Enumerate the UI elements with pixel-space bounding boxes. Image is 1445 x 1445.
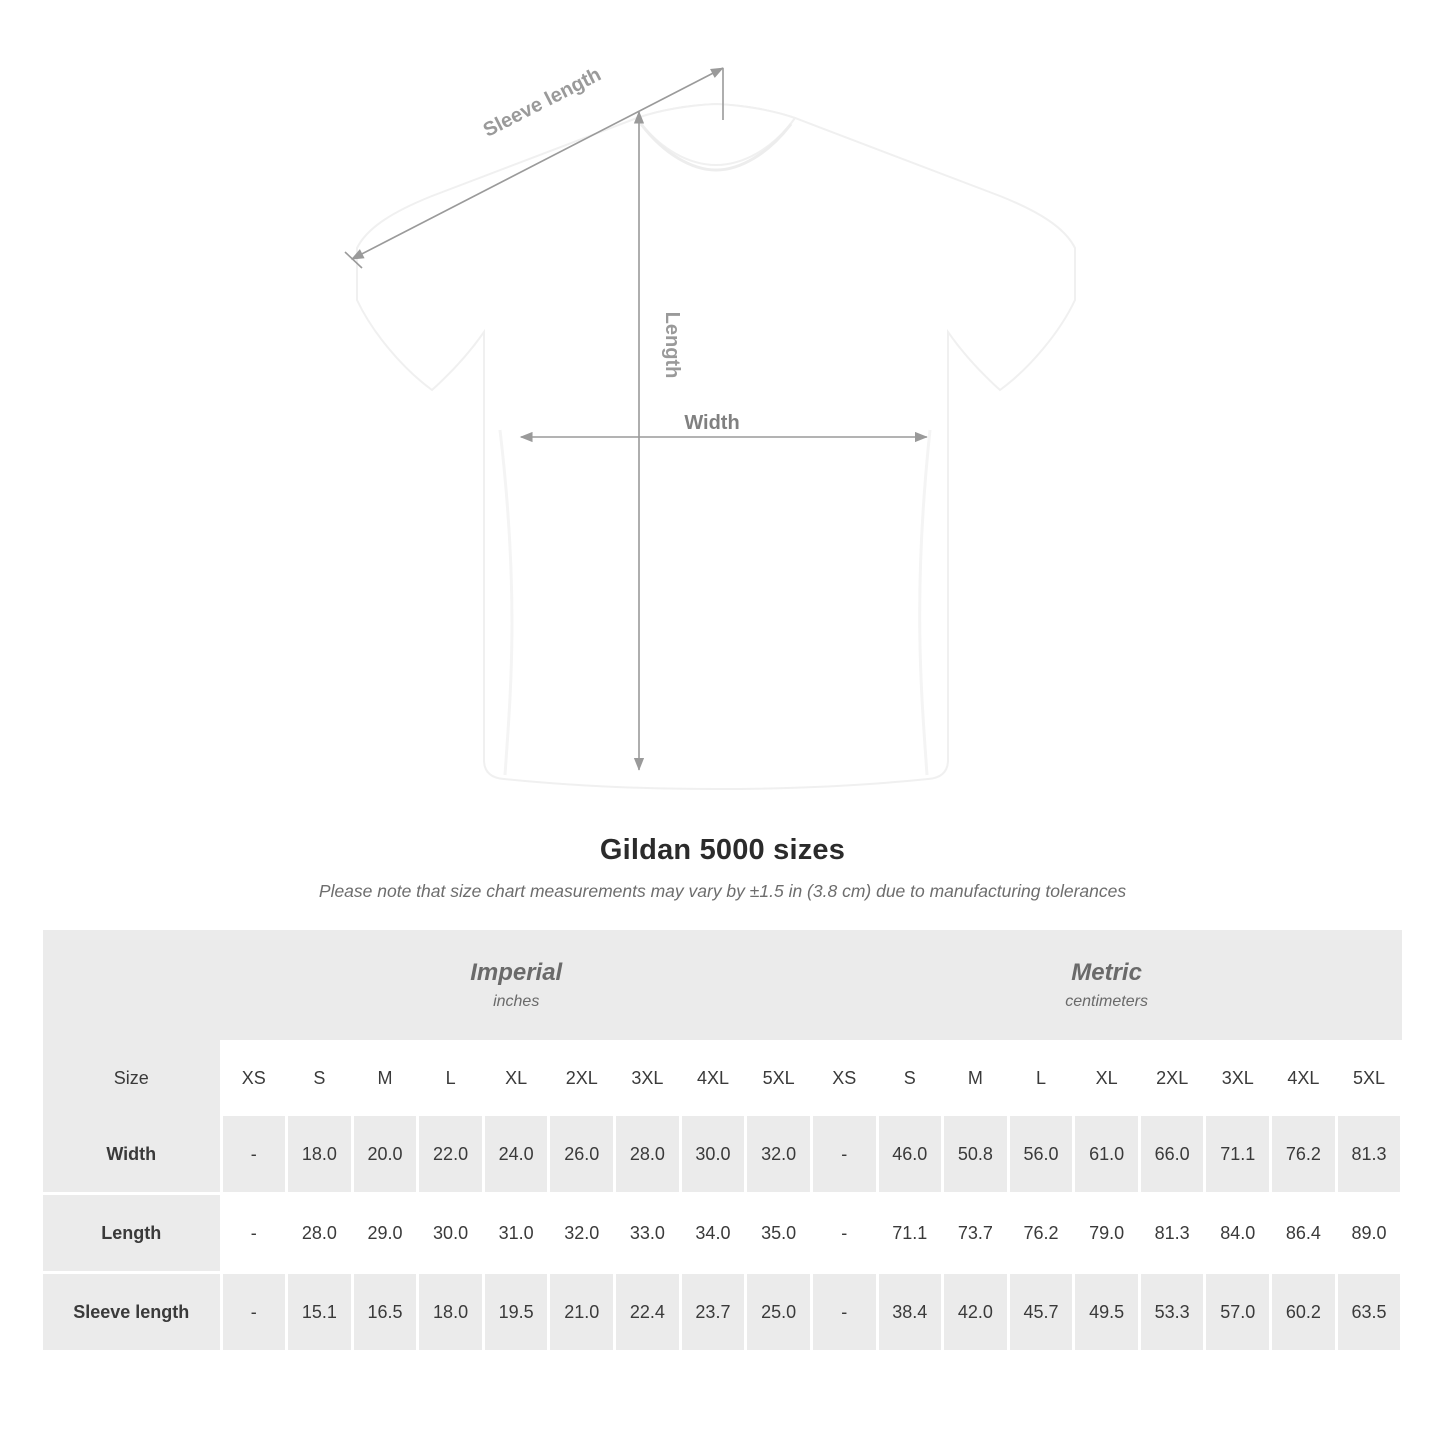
unit-metric-sub: centimeters bbox=[1065, 993, 1148, 1010]
cell-width-12: 56.0 bbox=[1008, 1116, 1074, 1194]
col-header-l-metric: L bbox=[1008, 1040, 1074, 1116]
col-header-xl-imperial: XL bbox=[483, 1040, 549, 1116]
cell-sleeve-9: - bbox=[811, 1273, 877, 1352]
cell-width-4: 24.0 bbox=[483, 1116, 549, 1194]
cell-sleeve-6: 22.4 bbox=[615, 1273, 681, 1352]
col-header-xs-metric: XS bbox=[811, 1040, 877, 1116]
cell-width-0: - bbox=[221, 1116, 287, 1194]
cell-sleeve-14: 53.3 bbox=[1139, 1273, 1205, 1352]
tshirt-silhouette bbox=[357, 104, 1075, 789]
unit-header-imperial bbox=[221, 930, 811, 1040]
col-header-xs-imperial: XS bbox=[221, 1040, 287, 1116]
cell-width-7: 30.0 bbox=[680, 1116, 746, 1194]
cell-sleeve-17: 63.5 bbox=[1336, 1273, 1402, 1352]
cell-width-10: 46.0 bbox=[877, 1116, 943, 1194]
cell-width-6: 28.0 bbox=[615, 1116, 681, 1194]
cell-width-16: 76.2 bbox=[1271, 1116, 1337, 1194]
unit-header-row bbox=[43, 930, 1402, 1040]
row-label-width: Width bbox=[43, 1116, 221, 1194]
page-title: Gildan 5000 sizes bbox=[599, 834, 846, 866]
cell-width-1: 18.0 bbox=[287, 1116, 353, 1194]
table-row bbox=[43, 1194, 1402, 1273]
cell-length-13: 79.0 bbox=[1074, 1194, 1140, 1273]
cell-length-16: 86.4 bbox=[1271, 1194, 1337, 1273]
col-header-5xl-imperial: 5XL bbox=[746, 1040, 812, 1116]
col-header-2xl-metric: 2XL bbox=[1139, 1040, 1205, 1116]
cell-width-14: 66.0 bbox=[1139, 1116, 1205, 1194]
table-row bbox=[43, 1116, 1402, 1194]
cell-sleeve-2: 16.5 bbox=[352, 1273, 418, 1352]
col-header-4xl-imperial: 4XL bbox=[680, 1040, 746, 1116]
cell-length-0: - bbox=[221, 1194, 287, 1273]
size-table-container bbox=[43, 930, 1402, 1353]
title-block bbox=[0, 834, 1445, 902]
cell-sleeve-4: 19.5 bbox=[483, 1273, 549, 1352]
unit-imperial-sub: inches bbox=[493, 993, 540, 1010]
cell-sleeve-0: - bbox=[221, 1273, 287, 1352]
cell-sleeve-15: 57.0 bbox=[1205, 1273, 1271, 1352]
unit-header-spacer bbox=[43, 930, 221, 1040]
col-header-l-imperial: L bbox=[418, 1040, 484, 1116]
cell-length-12: 76.2 bbox=[1008, 1194, 1074, 1273]
cell-length-11: 73.7 bbox=[943, 1194, 1009, 1273]
cell-width-3: 22.0 bbox=[418, 1116, 484, 1194]
cell-length-17: 89.0 bbox=[1336, 1194, 1402, 1273]
col-header-s-metric: S bbox=[877, 1040, 943, 1116]
cell-width-11: 50.8 bbox=[943, 1116, 1009, 1194]
cell-sleeve-13: 49.5 bbox=[1074, 1273, 1140, 1352]
cell-length-2: 29.0 bbox=[352, 1194, 418, 1273]
cell-sleeve-7: 23.7 bbox=[680, 1273, 746, 1352]
row-label-sleeve-length: Sleeve length bbox=[43, 1273, 221, 1352]
cell-length-15: 84.0 bbox=[1205, 1194, 1271, 1273]
cell-sleeve-11: 42.0 bbox=[943, 1273, 1009, 1352]
cell-length-14: 81.3 bbox=[1139, 1194, 1205, 1273]
cell-width-5: 26.0 bbox=[549, 1116, 615, 1194]
length-label: Length bbox=[661, 311, 683, 379]
cell-length-9: - bbox=[811, 1194, 877, 1273]
cell-width-8: 32.0 bbox=[746, 1116, 812, 1194]
cell-length-1: 28.0 bbox=[287, 1194, 353, 1273]
col-header-3xl-imperial: 3XL bbox=[615, 1040, 681, 1116]
cell-width-15: 71.1 bbox=[1205, 1116, 1271, 1194]
cell-length-8: 35.0 bbox=[746, 1194, 812, 1273]
cell-sleeve-16: 60.2 bbox=[1271, 1273, 1337, 1352]
cell-sleeve-5: 21.0 bbox=[549, 1273, 615, 1352]
cell-length-5: 32.0 bbox=[549, 1194, 615, 1273]
width-label: Width bbox=[684, 412, 740, 434]
cell-length-6: 33.0 bbox=[615, 1194, 681, 1273]
cell-length-10: 71.1 bbox=[877, 1194, 943, 1273]
col-header-4xl-metric: 4XL bbox=[1271, 1040, 1337, 1116]
unit-imperial-label: Imperial bbox=[470, 959, 563, 986]
col-header-xl-metric: XL bbox=[1074, 1040, 1140, 1116]
size-table bbox=[43, 930, 1403, 1353]
table-row bbox=[43, 1273, 1402, 1352]
col-header-m-imperial: M bbox=[352, 1040, 418, 1116]
col-header-3xl-metric: 3XL bbox=[1205, 1040, 1271, 1116]
col-header-5xl-metric: 5XL bbox=[1336, 1040, 1402, 1116]
col-header-m-metric: M bbox=[943, 1040, 1009, 1116]
cell-length-3: 30.0 bbox=[418, 1194, 484, 1273]
cell-sleeve-12: 45.7 bbox=[1008, 1273, 1074, 1352]
cell-sleeve-3: 18.0 bbox=[418, 1273, 484, 1352]
unit-header-metric bbox=[811, 930, 1401, 1040]
col-header-2xl-imperial: 2XL bbox=[549, 1040, 615, 1116]
row-label-length: Length bbox=[43, 1194, 221, 1273]
size-header-row bbox=[43, 1040, 1402, 1116]
cell-width-9: - bbox=[811, 1116, 877, 1194]
size-header-label: Size bbox=[43, 1040, 221, 1116]
cell-length-4: 31.0 bbox=[483, 1194, 549, 1273]
cell-sleeve-10: 38.4 bbox=[877, 1273, 943, 1352]
cell-width-17: 81.3 bbox=[1336, 1116, 1402, 1194]
cell-length-7: 34.0 bbox=[680, 1194, 746, 1273]
sleeve-length-label: Sleeve length bbox=[479, 63, 605, 142]
tolerance-note: Please note that size chart measurements may vary by ±1.5 in (3.8 cm) due to manufacturing tolerances bbox=[318, 881, 1127, 901]
cell-sleeve-1: 15.1 bbox=[287, 1273, 353, 1352]
cell-sleeve-8: 25.0 bbox=[746, 1273, 812, 1352]
unit-metric-label: Metric bbox=[1071, 959, 1142, 986]
cell-width-2: 20.0 bbox=[352, 1116, 418, 1194]
col-header-s-imperial: S bbox=[287, 1040, 353, 1116]
cell-width-13: 61.0 bbox=[1074, 1116, 1140, 1194]
